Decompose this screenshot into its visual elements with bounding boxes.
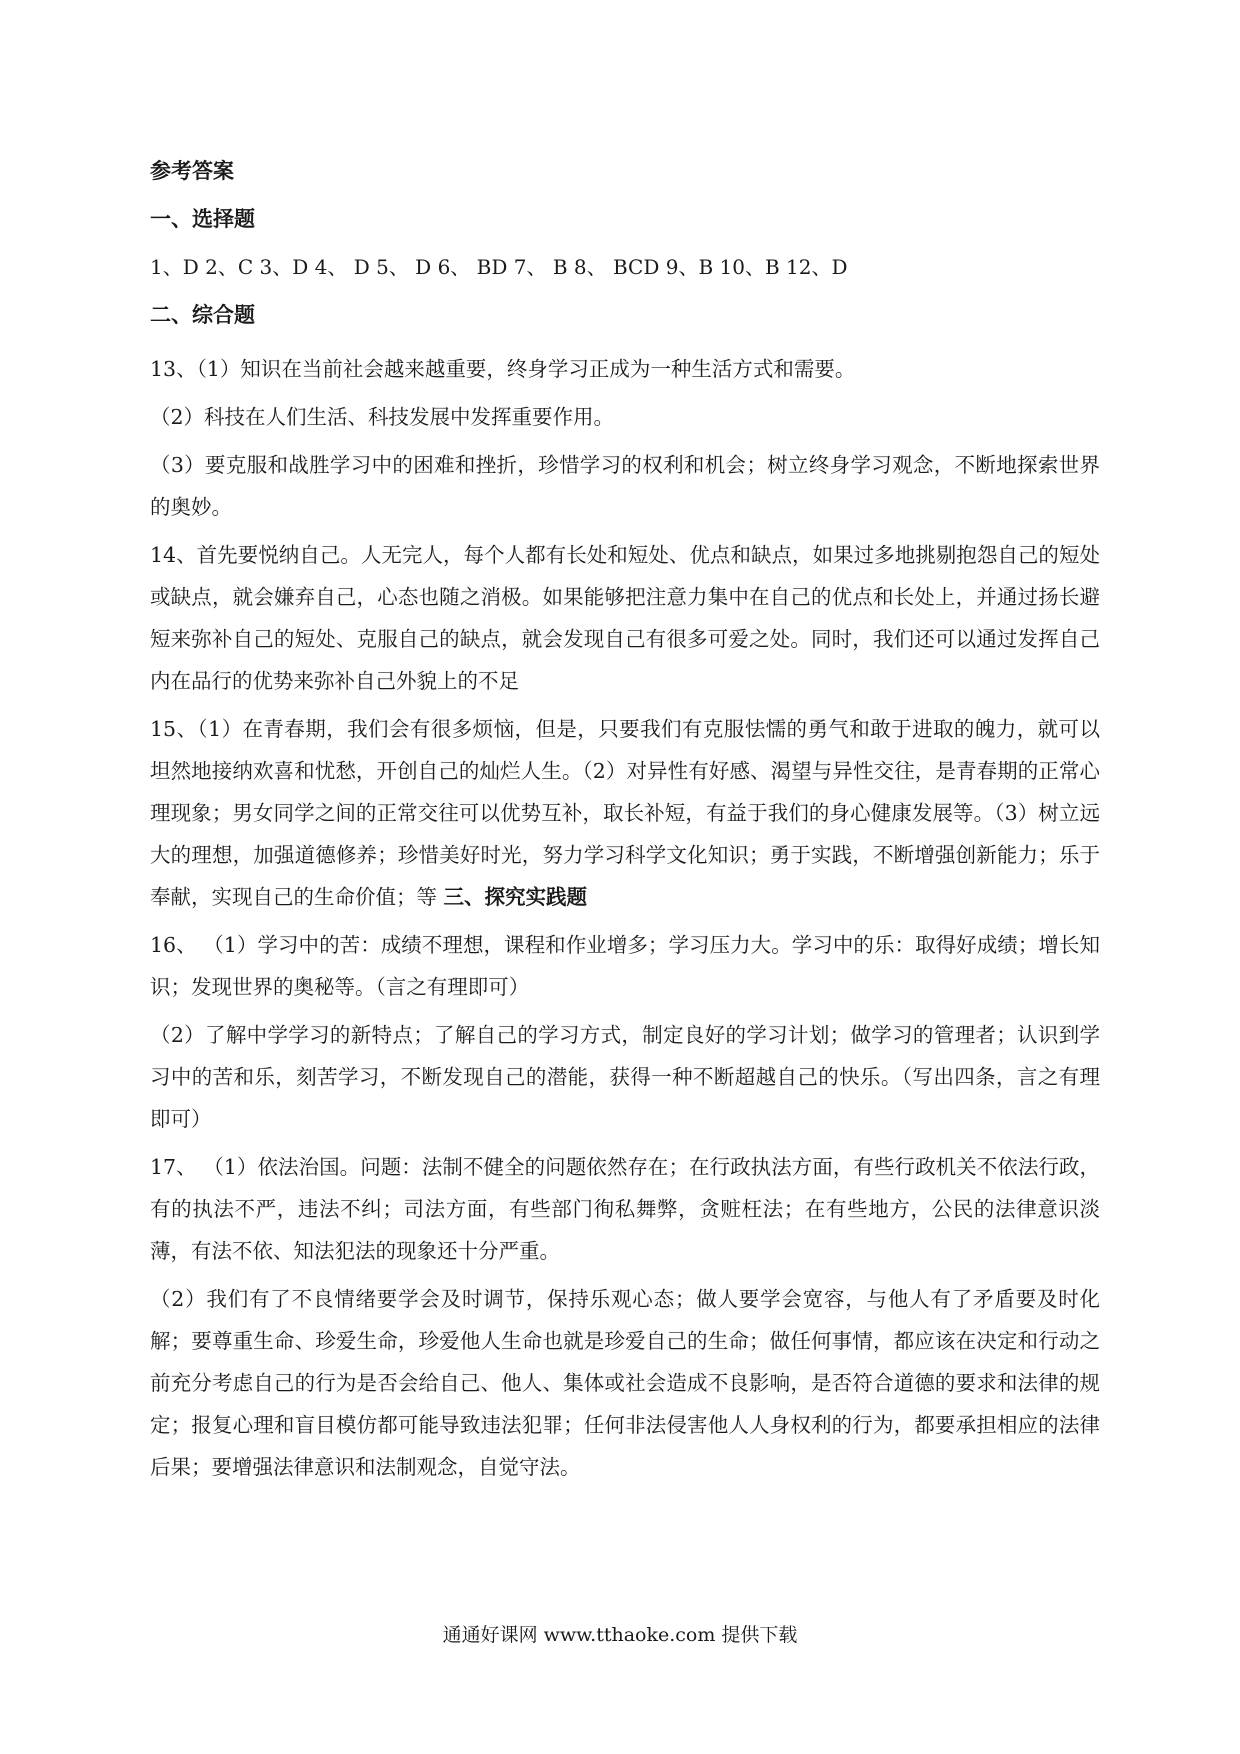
answer-16-part-1: 16、 （1）学习中的苦：成绩不理想，课程和作业增多；学习压力大。学习中的乐：取得好成绩；增长知识；发现世界的奥秘等。（言之有理即可）: [150, 933, 1100, 999]
answer-15: 15、（1）在青春期，我们会有很多烦恼，但是，只要我们有克服怯懦的勇气和敢于进取的魄力，就可以坦然地接纳欢喜和忧愁，开创自己的灿烂人生。（2）对异性有好感、渴望与异性交往，是青春期的正常心理现象；男女同学之间的正常交往可以优势互补，取长补短，有益于我们的身心健康发展等。（3）树立远大的理想，加强道德修养；珍惜美好时光，努力学习科学文化知识；勇于实践，不断增强创新能力；乐于奉献，实现自己的生命价值；等: [150, 717, 1100, 909]
page-footer: 通通好课网 www.tthaoke.com 提供下载: [442, 1624, 798, 1646]
answer-13-part-1: 13、（1）知识在当前社会越来越重要，终身学习正成为一种生活方式和需要。: [150, 357, 856, 381]
answer-13-part-3: （3）要克服和战胜学习中的困难和挫折，珍惜学习的权利和机会；树立终身学习观念，不断地探索世界的奥妙。: [150, 453, 1100, 519]
inquiry-section-heading: 三、探究实践题: [443, 885, 588, 909]
answer-13-part-2: （2）科技在人们生活、科技发展中发挥重要作用。: [150, 405, 615, 429]
choice-section-heading: 一、选择题: [150, 206, 255, 231]
choice-answers: 1、D 2、C 3、D 4、 D 5、 D 6、 BD 7、 B 8、 BCD 9、B 10、B 12、D: [150, 255, 848, 279]
answer-17-part-1: 17、 （1）依法治国。问题：法制不健全的问题依然存在；在行政执法方面，有些行政机关不依法行政，有的执法不严，违法不纠；司法方面，有些部门徇私舞弊，贪赃枉法；在有些地方，公民的法律意识淡薄，有法不依、知法犯法的现象还十分严重。: [150, 1155, 1100, 1263]
answer-16-part-2: （2）了解中学学习的新特点；了解自己的学习方式，制定良好的学习计划；做学习的管理者；认识到学习中的苦和乐，刻苦学习，不断发现自己的潜能，获得一种不断超越自己的快乐。（写出四条，言之有理即可）: [150, 1023, 1100, 1131]
answer-17-part-2: （2）我们有了不良情绪要学会及时调节，保持乐观心态；做人要学会宽容，与他人有了矛盾要及时化解；要尊重生命、珍爱生命，珍爱他人生命也就是珍爱自己的生命；做任何事情，都应该在决定和行动之前充分考虑自己的行为是否会给自己、他人、集体或社会造成不良影响，是否符合道德的要求和法律的规定；报复心理和盲目模仿都可能导致违法犯罪；任何非法侵害他人人身权利的行为，都要承担相应的法律后果；要增强法律意识和法制观念，自觉守法。: [150, 1287, 1100, 1479]
answer-15-paragraph: [150, 708, 1100, 918]
answer-content: [150, 146, 1100, 1494]
page-title: 参考答案: [150, 158, 234, 183]
comprehensive-section-heading: 二、综合题: [150, 302, 255, 327]
answer-14: 14、首先要悦纳自己。人无完人，每个人都有长处和短处、优点和缺点，如果过多地挑剔抱怨自己的短处或缺点，就会嫌弃自己，心态也随之消极。如果能够把注意力集中在自己的优点和长处上，并通过扬长避短来弥补自己的短处、克服自己的缺点，就会发现自己有很多可爱之处。同时，我们还可以通过发挥自己内在品行的优势来弥补自己外貌上的不足: [150, 543, 1100, 693]
